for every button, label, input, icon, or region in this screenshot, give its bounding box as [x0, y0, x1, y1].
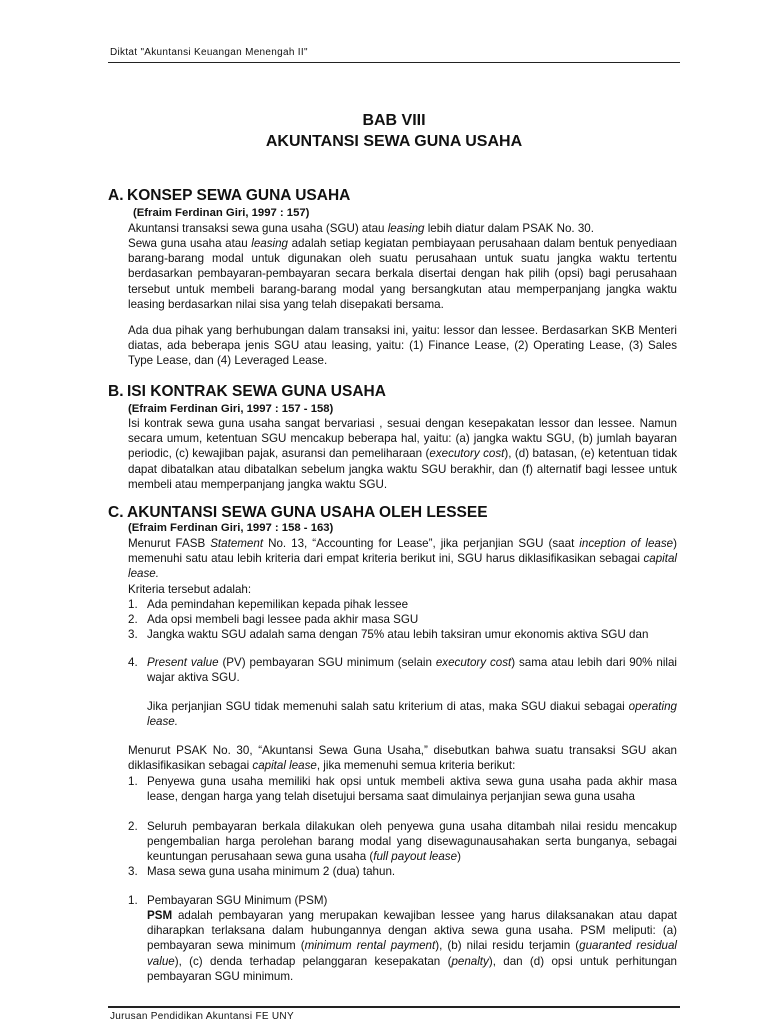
fasb-item-1-number: 1. — [128, 598, 138, 611]
fasb-item-4-text: Present value (PV) pembayaran SGU minimum (selain executory cost) sama atau lebih dari 90% nilai wajar aktiva SGU. — [147, 656, 677, 685]
fasb-item-3-text: Jangka waktu SGU adalah sama dengan 75% atau lebih taksiran umur ekonomis aktiva SGU dan — [147, 628, 649, 641]
fasb-paragraph: Menurut FASB Statement No. 13, “Accounting for Lease”, jika perjanjian SGU (saat inception of lease) memenuhi satu atau lebih kriteria dari empat kriteria berikut ini, SGU harus diklasifikasikan sebagai capital lease. — [128, 537, 677, 581]
section-a-heading — [108, 187, 350, 205]
fasb-item-2-number: 2. — [128, 613, 138, 626]
section-a-letter: A. — [108, 187, 124, 204]
psak-item-2-number: 2. — [128, 820, 138, 833]
section-a-para-2: Sewa guna usaha atau leasing adalah setiap kegiatan pembiayaan perusahaan dalam bentuk penyediaan barang-barang modal untuk digunakan oleh suatu perusahaan untuk suatu jangka waktu tertentu berdasarkan pembayaran-pembayaran secara berkala disertai dengan hak pilih (opsi) bagi perusahaan tersebut untuk membeli barang-barang modal yang bersangkutan atau memperpanjang jangka waktu leasing berdasarkan nilai sisa yang telah disepakati bersama. — [128, 237, 677, 311]
kriteria-intro: Kriteria tersebut adalah: — [128, 583, 252, 596]
running-footer: Jurusan Pendidikan Akuntansi FE UNY — [110, 1011, 294, 1022]
fasb-item-1-text: Ada pemindahan kepemilikan kepada pihak lessee — [147, 598, 409, 611]
footer-rule — [108, 1006, 680, 1008]
section-c-heading — [108, 504, 488, 522]
section-a-para-3: Ada dua pihak yang berhubungan dalam transaksi ini, yaitu: lessor dan lessee. Berdasarkan SKB Menteri diatas, ada beberapa jenis SGU atau leasing, yaitu: (1) Finance Lease, (2) Operating Lease, (3) Sales Type Lease, dan (4) Leveraged Lease. — [128, 324, 677, 368]
section-b-heading — [108, 383, 386, 401]
psak-paragraph: Menurut PSAK No. 30, “Akuntansi Sewa Guna Usaha,” disebutkan bahwa suatu transaksi SGU akan diklasifikasikan sebagai capital lease, jika memenuhi semua kriteria berikut: — [128, 744, 677, 773]
section-a-para-1: Akuntansi transaksi sewa guna usaha (SGU) atau leasing lebih diatur dalam PSAK No. 30. — [128, 222, 594, 235]
psak-item-2-text: Seluruh pembayaran berkala dilakukan oleh penyewa guna usaha ditambah nilai residu mencakup pengembalian harga perolehan barang modal yang disewagunausahakan serta bunganya, sebagai keuntungan perusahaan sewa guna usaha (full payout lease) — [147, 820, 677, 864]
psak-item-3-number: 3. — [128, 865, 138, 878]
section-a-title: KONSEP SEWA GUNA USAHA — [127, 187, 351, 204]
fasb-item-2-text: Ada opsi membeli bagi lessee pada akhir masa SGU — [147, 613, 419, 626]
header-rule — [108, 62, 680, 63]
psm-paragraph: PSM adalah pembayaran yang merupakan kewajiban lessee yang harus dilaksanakan atau dapat diharapkan terlaksana dalam hubungannya dengan aktiva sewa guna usaha. PSM meliputi: (a) pembayaran sewa minimum (minimum rental payment), (b) nilai residu terjamin (guaranted residual value), (c) denda terhadap pelanggaran kesepakatan (penalty), dan (d) opsi untuk perhitungan pembayaran SGU minimum. — [147, 909, 678, 983]
section-c-source: (Efraim Ferdinan Giri, 1997 : 158 - 163) — [128, 522, 334, 534]
psak-item-1-text: Penyewa guna usaha memiliki hak opsi untuk membeli aktiva sewa guna usaha pada akhir masa lease, dengan harga yang telah disetujui bersama saat dimulainya perjanjian sewa guna usaha — [147, 775, 677, 804]
running-header: Diktat "Akuntansi Keuangan Menengah II" — [110, 47, 308, 58]
psm-title: Pembayaran SGU Minimum (PSM) — [147, 894, 328, 907]
section-b-source: (Efraim Ferdinan Giri, 1997 : 157 - 158) — [128, 403, 334, 415]
fasb-item-4-number: 4. — [128, 656, 138, 669]
fasb-item-3-number: 3. — [128, 628, 138, 641]
operating-lease-note: Jika perjanjian SGU tidak memenuhi salah satu kriterium di atas, maka SGU diakui sebagai operating lease. — [147, 700, 677, 729]
section-c-letter: C. — [108, 504, 124, 521]
chapter-number: BAB VIII — [362, 112, 426, 129]
section-b-title: ISI KONTRAK SEWA GUNA USAHA — [127, 383, 386, 400]
section-b-letter: B. — [108, 383, 124, 400]
section-b-para: Isi kontrak sewa guna usaha sangat bervariasi , sesuai dengan kesepakatan lessor dan lessee. Namun secara umum, ketentuan SGU mencakup beberapa hal, yaitu: (a) jangka waktu SGU, (b) jumlah bayaran periodic, (c) kewajiban pajak, asuransi dan pemeliharaan (executory cost), (d) batasan, (e) ketentuan tidak dapat dibatalkan atau dibatalkan sebelum jangka waktu SGU berakhir, dan (f) alternatif bagi lessee untuk membeli atau memperpanjang jangka waktu SGU. — [128, 417, 678, 491]
section-c-title: AKUNTANSI SEWA GUNA USAHA OLEH LESSEE — [127, 504, 488, 521]
psak-item-3-text: Masa sewa guna usaha minimum 2 (dua) tahun. — [147, 865, 396, 878]
section-a-source: (Efraim Ferdinan Giri, 1997 : 157) — [133, 207, 310, 219]
chapter-title: AKUNTANSI SEWA GUNA USAHA — [265, 133, 523, 150]
psak-item-1-number: 1. — [128, 775, 138, 788]
psm-number: 1. — [128, 894, 138, 907]
